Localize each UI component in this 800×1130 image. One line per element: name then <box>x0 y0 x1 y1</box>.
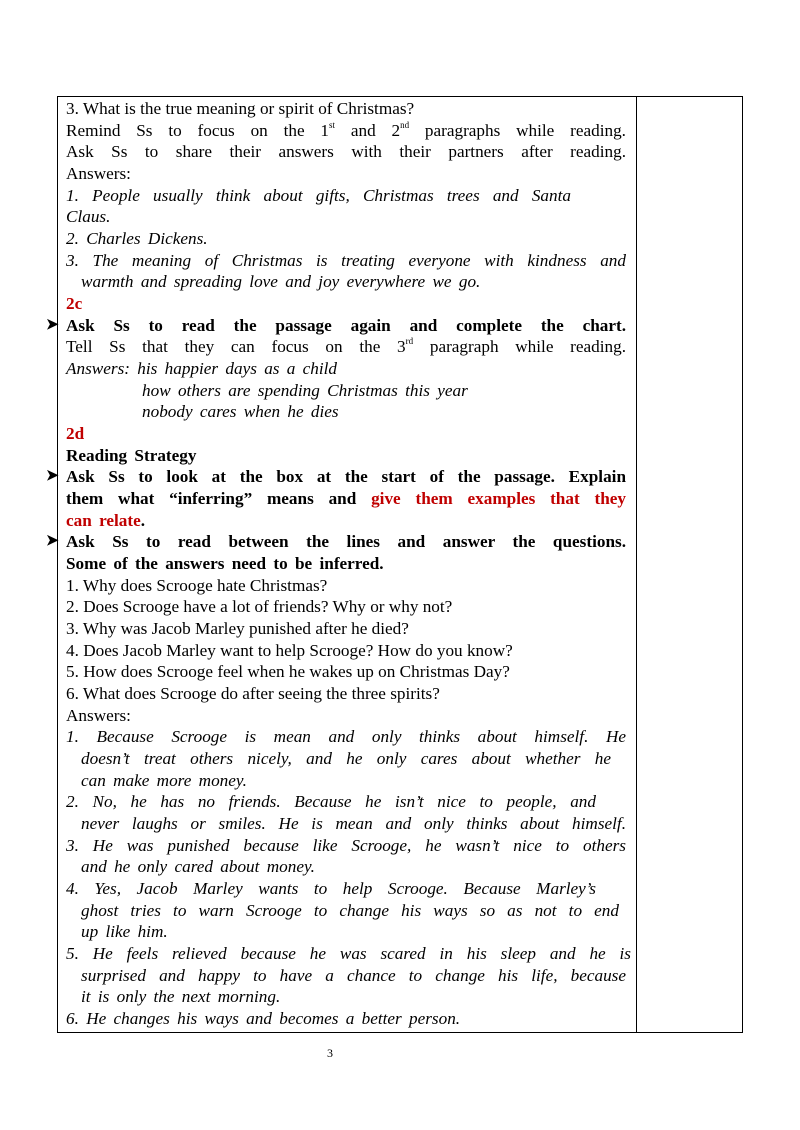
final-answer-1-line3: can make more money. <box>81 771 247 790</box>
reading-strategy-heading: Reading Strategy <box>66 446 197 465</box>
answer-3-line2: warmth and spreading love and joy everywhere we go. <box>81 272 481 291</box>
task-2c: ➤ Ask Ss to read the passage again and complete the chart. <box>46 316 626 335</box>
final-answer-6: 6. He changes his ways and becomes a better person. <box>66 1009 461 1028</box>
task-2d-2-line2: Some of the answers need to be inferred. <box>66 554 384 573</box>
final-answer-1-line2: doesn’t treat others nicely, and he only cares about whether he <box>81 749 611 768</box>
tell-instruction: Tell Ss that they can focus on the 3rd paragraph while reading. <box>66 336 626 356</box>
task-2d-2-line1: ➤ Ask Ss to read between the lines and answer the questions. <box>46 532 626 551</box>
column-divider <box>636 97 637 1032</box>
question-3: 3. What is the true meaning or spirit of Christmas? <box>66 99 415 118</box>
final-answer-1-line1: 1. Because Scrooge is mean and only thinks about himself. He <box>66 727 626 746</box>
remind-instruction: Remind Ss to focus on the 1st and 2nd paragraphs while reading. <box>66 120 626 140</box>
question-item: 1. Why does Scrooge hate Christmas? <box>66 576 328 595</box>
final-answer-5-line1: 5. He feels relieved because he was scared in his sleep and he is <box>66 944 631 963</box>
question-item: 4. Does Jacob Marley want to help Scrooge? How do you know? <box>66 641 513 660</box>
answer-1-line1: 1. People usually think about gifts, Christmas trees and Santa <box>66 186 571 205</box>
task-2d-1-line3: can relate. <box>66 511 146 530</box>
final-answer-5-line2: surprised and happy to have a chance to change his life, because <box>81 966 626 985</box>
question-item: 2. Does Scrooge have a lot of friends? Why or why not? <box>66 597 453 616</box>
answers-label: Answers: <box>66 164 131 183</box>
answer-1-line2: Claus. <box>66 207 111 226</box>
task-2d-1-line2: them what “inferring” means and give them examples that they <box>66 489 626 508</box>
answer-3-line1: 3. The meaning of Christmas is treating everyone with kindness and <box>66 251 626 270</box>
final-answer-2-line2: never laughs or smiles. He is mean and only thinks about himself. <box>81 814 626 833</box>
page-number: 3 <box>327 1046 333 1060</box>
arrow-bullet-icon: ➤ <box>46 533 59 549</box>
question-item: 6. What does Scrooge do after seeing the three spirits? <box>66 684 440 703</box>
final-answer-3-line1: 3. He was punished because like Scrooge, he wasn’t nice to others <box>66 836 626 855</box>
question-item: 5. How does Scrooge feel when he wakes up on Christmas Day? <box>66 662 510 681</box>
final-answer-4-line3: up like him. <box>81 922 168 941</box>
final-answer-4-line2: ghost tries to warn Scrooge to change his ways so as not to end <box>81 901 619 920</box>
question-item: 3. Why was Jacob Marley punished after he died? <box>66 619 409 638</box>
section-2c-heading: 2c <box>66 294 83 313</box>
answers-2c-line2: how others are spending Christmas this year <box>142 381 468 400</box>
final-answer-4-line1: 4. Yes, Jacob Marley wants to help Scrooge. Because Marley’s <box>66 879 596 898</box>
share-instruction: Ask Ss to share their answers with their partners after reading. <box>66 142 626 161</box>
final-answer-3-line2: and he only cared about money. <box>81 857 315 876</box>
final-answer-5-line3: it is only the next morning. <box>81 987 281 1006</box>
answers-2c-line3: nobody cares when he dies <box>142 402 339 421</box>
task-2d-1-line1: ➤ Ask Ss to look at the box at the start of the passage. Explain <box>46 467 626 486</box>
arrow-bullet-icon: ➤ <box>46 468 59 484</box>
arrow-bullet-icon: ➤ <box>46 317 59 333</box>
answers-label: Answers: <box>66 706 131 725</box>
answer-2: 2. Charles Dickens. <box>66 229 208 248</box>
section-2d-heading: 2d <box>66 424 85 443</box>
lesson-table <box>46 96 743 1033</box>
answers-2c-line1: Answers: his happier days as a child <box>66 359 338 378</box>
final-answer-2-line1: 2. No, he has no friends. Because he isn’t nice to people, and <box>66 792 596 811</box>
